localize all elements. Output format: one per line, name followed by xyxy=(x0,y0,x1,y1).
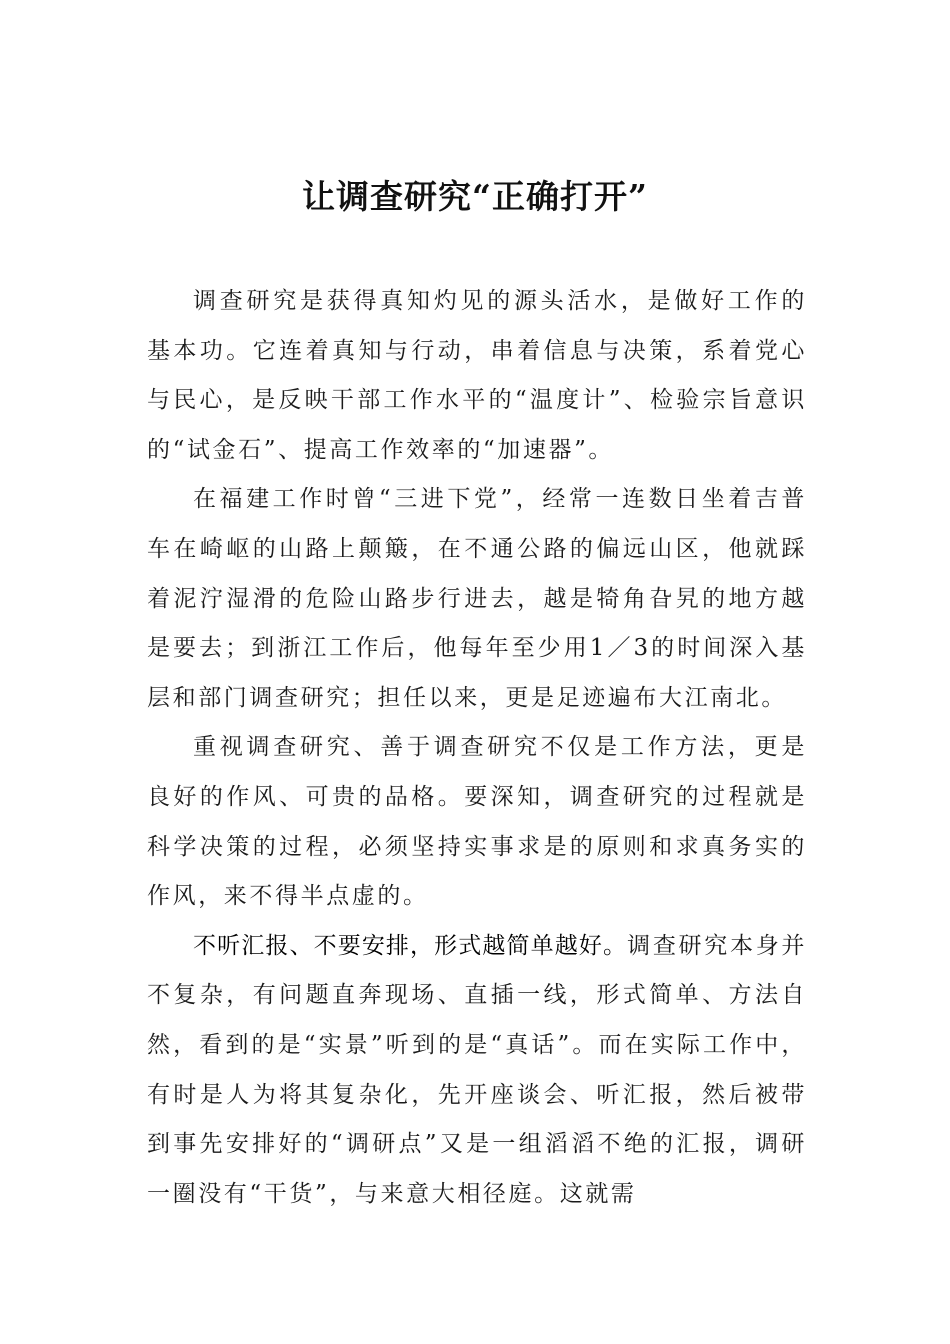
paragraph-3-text: 重视调查研究、善于调查研究不仅是工作方法，更是良好的作风、可贵的品格。要深知，调查研究的过程就是科学决策的过程，必须坚持实事求是的原则和求真务实的作风，来不得半点虚的。 xyxy=(147,734,807,910)
paragraph-4-text: 调查研究本身并不复杂，有问题直奔现场、直插一线，形式简单、方法自然，看到的是“实景”听到的是“真话”。而在实际工作中，有时是人为将其复杂化，先开座谈会、听汇报，然后被带到事先安排好的“调研点”又是一组滔滔不绝的汇报，调研一圈没有“干货”，与来意大相径庭。这就需 xyxy=(147,932,808,1207)
paragraph-1 xyxy=(147,277,807,475)
paragraph-4-lead-sentence: 不听汇报、不要安排，形式越简单越好。 xyxy=(193,932,628,959)
paragraph-2-text: 在福建工作时曾“三进下党”，经常一连数日坐着吉普车在崎岖的山路上颠簸，在不通公路的偏远山区，他就踩着泥泞湿滑的危险山路步行进去，越是犄角旮旯的地方越是要去；到浙江工作后，他每年至少用1／3的时间深入基层和部门调查研究；担任以来，更是足迹遍布大江南北。 xyxy=(147,486,807,711)
document-title: 让调查研究“正确打开” xyxy=(302,177,648,216)
paragraph-2 xyxy=(147,475,807,723)
paragraph-3 xyxy=(147,723,807,921)
paragraph-1-text: 调查研究是获得真知灼见的源头活水，是做好工作的基本功。它连着真知与行动，串着信息与决策，系着党心与民心，是反映干部工作水平的“温度计”、检验宗旨意识的“试金石”、提高工作效率的“加速器”。 xyxy=(147,288,807,463)
paragraph-4 xyxy=(147,922,807,1220)
document-body xyxy=(147,277,807,1219)
